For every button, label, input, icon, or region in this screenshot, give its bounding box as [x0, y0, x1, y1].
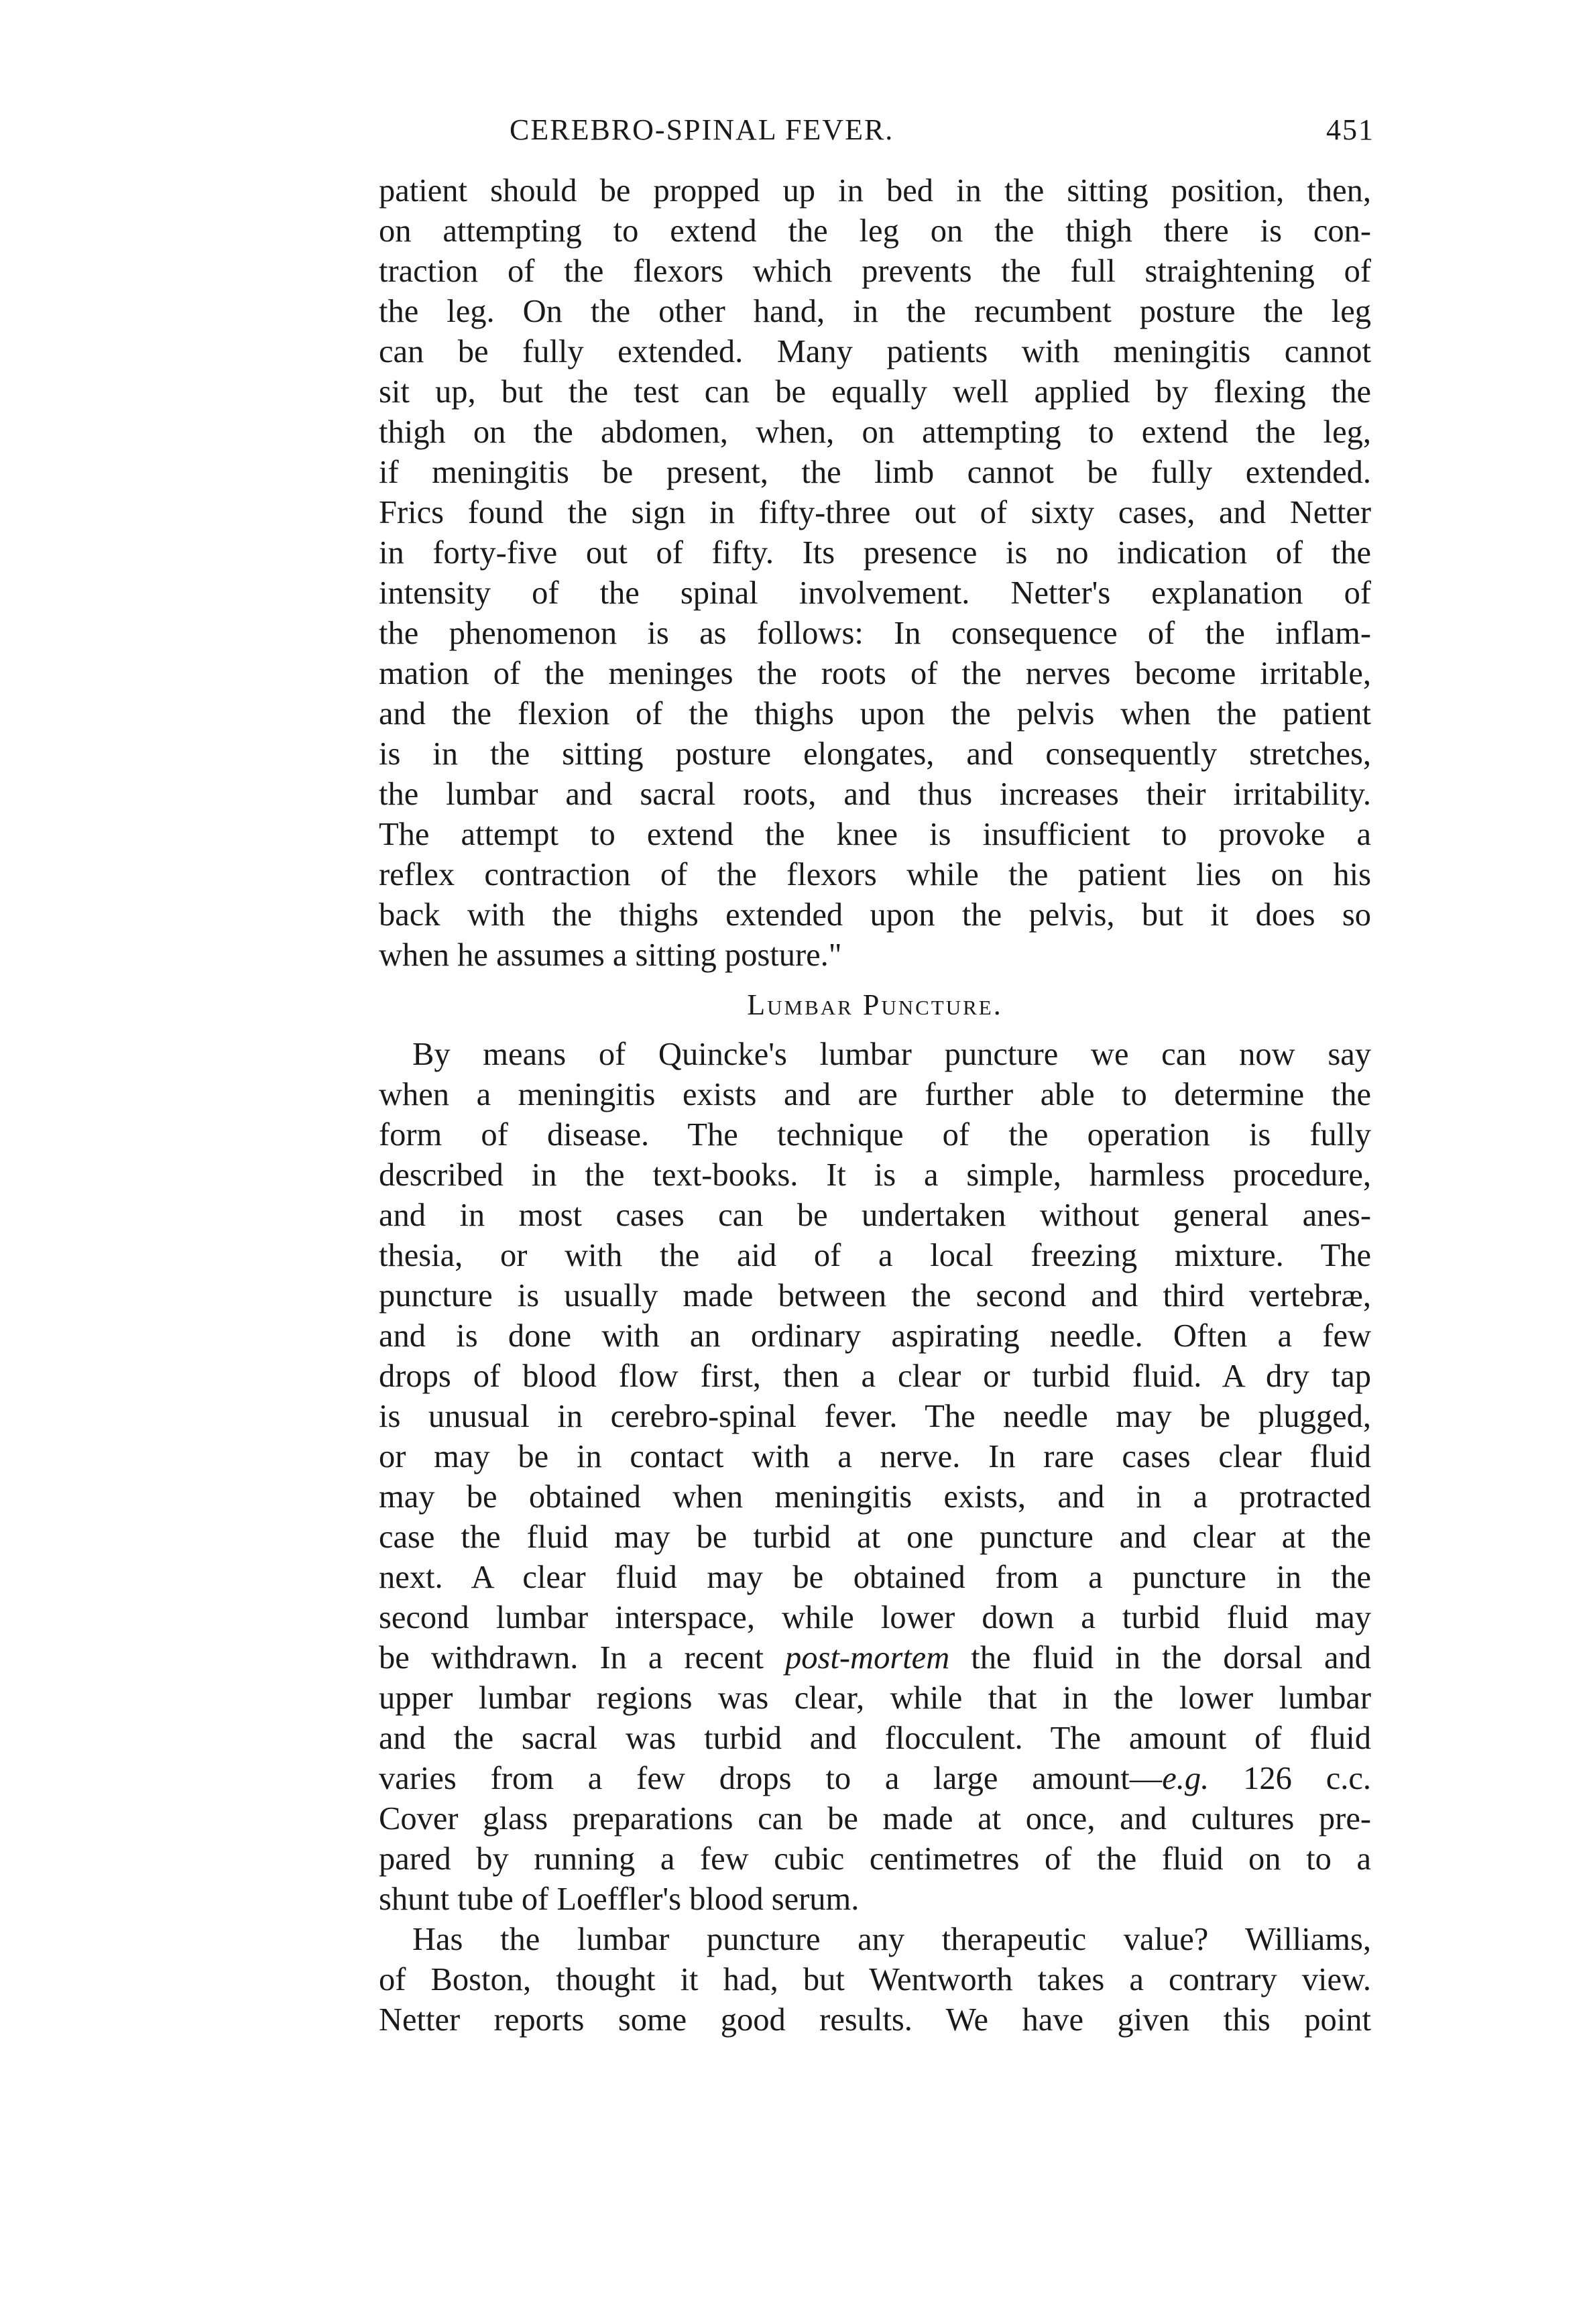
text-line: next. A clear fluid may be obtained from a puncture in the: [379, 1560, 1371, 1595]
section-heading: Lumbar Puncture.: [747, 988, 1003, 1021]
text-line: case the fluid may be turbid at one puncture and clear at the: [379, 1519, 1371, 1555]
text-line: sit up, but the test can be equally well applied by flexing the: [379, 374, 1371, 410]
text-line: back with the thighs extended upon the pelvis, but it does so: [379, 897, 1371, 933]
text-run: be withdrawn. In a recent: [379, 1640, 786, 1676]
text-line: is unusual in cerebro-spinal fever. The needle may be plugged,: [379, 1399, 1371, 1434]
text-line: on attempting to extend the leg on the thigh there is con-: [379, 213, 1371, 249]
text-line: the leg. On the other hand, in the recumbent posture the leg: [379, 294, 1371, 329]
text-line: thesia, or with the aid of a local freezing mixture. The: [379, 1238, 1371, 1273]
text-line: described in the text-books. It is a simple, harmless procedure,: [379, 1157, 1371, 1193]
text-line: and the sacral was turbid and flocculent. The amount of fluid: [379, 1721, 1371, 1756]
page-number: 451: [1326, 113, 1374, 146]
text-line: pared by running a few cubic centimetres of the fluid on to a: [379, 1841, 1371, 1877]
text-line: form of disease. The technique of the operation is fully: [379, 1117, 1371, 1153]
text-line: of Boston, thought it had, but Wentworth takes a contrary view.: [379, 1962, 1371, 1997]
text-line: Frics found the sign in fifty-three out of sixty cases, and Netter: [379, 495, 1371, 530]
paragraph-lumbar-puncture: [379, 1035, 1371, 1920]
text-run: 126 c.c.: [1209, 1761, 1371, 1796]
text-line: Netter reports some good results. We have given this point: [379, 2002, 1371, 2038]
text-line: mation of the meninges the roots of the nerves become irritable,: [379, 656, 1371, 691]
text-line: or may be in contact with a nerve. In rare cases clear fluid: [379, 1439, 1371, 1474]
text-line: drops of blood flow first, then a clear or turbid fluid. A dry tap: [379, 1358, 1371, 1394]
text-line: upper lumbar regions was clear, while that in the lower lumbar: [379, 1680, 1371, 1716]
text-line: when he assumes a sitting posture.": [379, 937, 842, 973]
text-line: By means of Quincke's lumbar puncture we can now say: [412, 1037, 1371, 1072]
text-line: shunt tube of Loeffler's blood serum.: [379, 1881, 860, 1917]
text-line: and in most cases can be undertaken without general anes-: [379, 1198, 1371, 1233]
text-line: can be fully extended. Many patients with meningitis cannot: [379, 334, 1371, 369]
text-line: intensity of the spinal involvement. Netter's explanation of: [379, 575, 1371, 611]
text-line: traction of the flexors which prevents the full straightening of: [379, 253, 1371, 289]
text-line: [379, 1759, 1371, 1799]
running-title: CEREBRO-SPINAL FEVER.: [510, 113, 894, 146]
text-line: second lumbar interspace, while lower down a turbid fluid may: [379, 1600, 1371, 1635]
text-run: varies from a few drops to a large amount—: [379, 1761, 1163, 1796]
text-line: thigh on the abdomen, when, on attempting to extend the leg,: [379, 414, 1371, 450]
text-line: if meningitis be present, the limb cannot be fully extended.: [379, 455, 1371, 490]
text-run: the fluid in the dorsal and: [949, 1640, 1371, 1676]
text-line: The attempt to extend the knee is insufficient to provoke a: [379, 817, 1371, 852]
paragraph-therapeutic-value: [379, 1920, 1371, 2040]
text-line: the lumbar and sacral roots, and thus increases their irritability.: [379, 776, 1371, 812]
running-head: [396, 113, 1374, 160]
text-line: in forty-five out of fifty. Its presence is no indication of the: [379, 535, 1371, 571]
text-line: and is done with an ordinary aspirating needle. Often a few: [379, 1318, 1371, 1354]
body-text: [379, 171, 1371, 2040]
text-line: patient should be propped up in bed in the sitting position, then,: [379, 173, 1371, 209]
text-line: Has the lumbar puncture any therapeutic value? Williams,: [412, 1922, 1371, 1957]
text-line: when a meningitis exists and are further able to determine the: [379, 1077, 1371, 1112]
text-line: is in the sitting posture elongates, and consequently stretches,: [379, 736, 1371, 772]
text-line: reflex contraction of the flexors while the patient lies on his: [379, 857, 1371, 892]
text-line: puncture is usually made between the second and third vertebræ,: [379, 1278, 1371, 1314]
text-line: [379, 1638, 1371, 1678]
text-line: and the flexion of the thighs upon the pelvis when the patient: [379, 696, 1371, 732]
italic-term: e.g.: [1162, 1761, 1210, 1796]
text-line: may be obtained when meningitis exists, and in a protracted: [379, 1479, 1371, 1515]
text-line: Cover glass preparations can be made at once, and cultures pre-: [379, 1801, 1371, 1837]
italic-term: post-mortem: [785, 1640, 950, 1676]
paragraph-netter-sign: [379, 171, 1371, 976]
text-line: the phenomenon is as follows: In consequence of the inflam-: [379, 616, 1371, 651]
